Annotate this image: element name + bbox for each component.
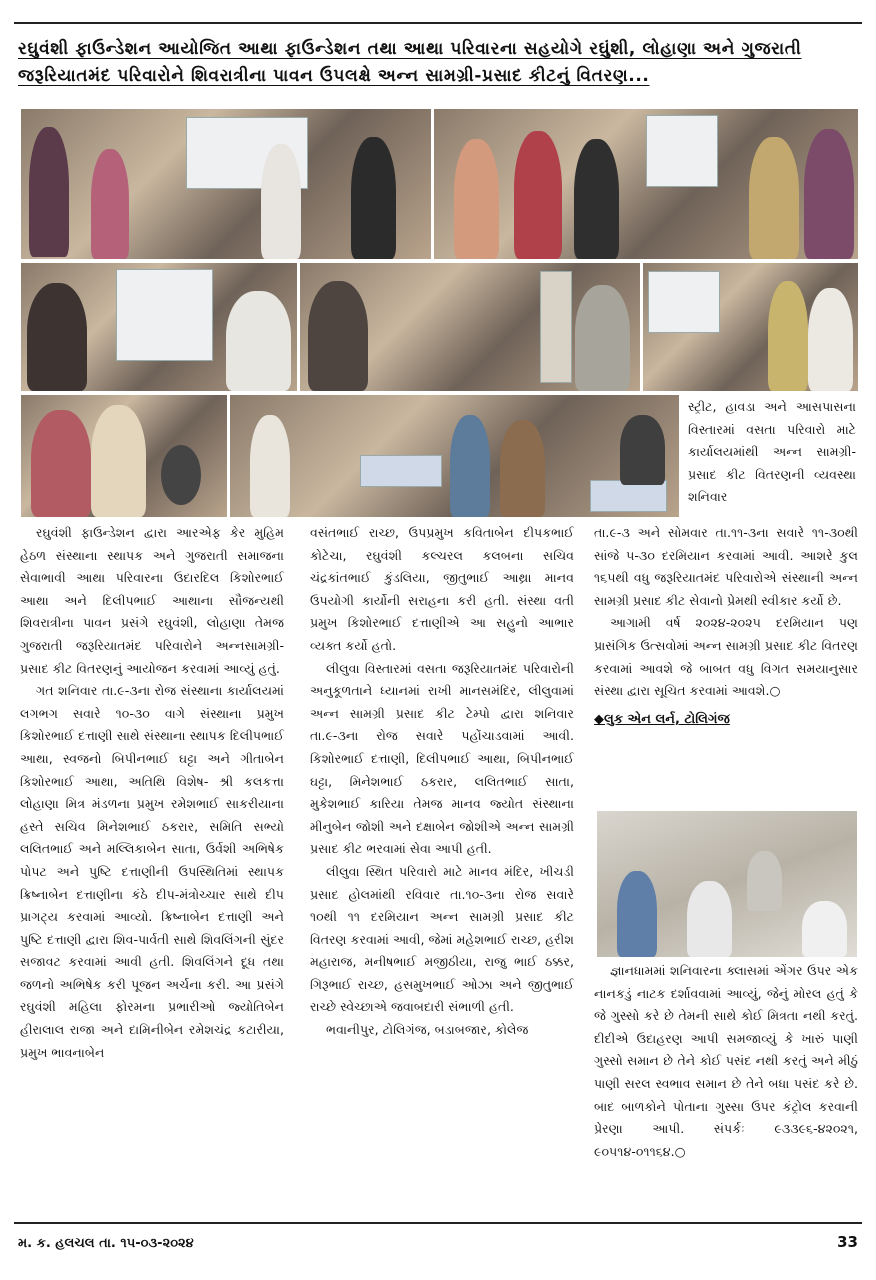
- subheading-look-and-learn: ◆લુક એન લર્ન, ટોલિગંજ: [594, 711, 730, 727]
- photo-group-women: [20, 108, 432, 260]
- col1-para-1: રઘુવંશી ફાઉન્ડેશન દ્વારા આરએફ કેર મુહિમ હેઠળ સંસ્થાના સ્થાપક અને ગુજરાતી સમાજના સેવાભાવી આથા પરિવારના ઉદારદિલ કિશોરભાઈ આથા અને દિલીપભાઈ આથાના સૌજન્યથી શિવરાત્રીના પાવન પ્રસંગે રઘુવંશી, લોહાણા તેમજ ગુજરાતી જરૂરિયાતમંદ પરિવારોને અન્નસામગ્રી-પ્રસાદ કીટ વિતરણનું આયોજન કરવામાં આવ્યું હતું.: [20, 525, 284, 676]
- col3-top-text: સ્ટ્રીટ, હાવડા અને આસપાસના વિસ્તારમાં વસતા પરિવારો માટે કાર્યાલયમાંથી અન્ન સામગ્રી-પ્રસાદ કીટ વિતરણની વ્યવસ્થા શનિવાર: [688, 399, 856, 505]
- column-2: [310, 522, 574, 1042]
- col3-para-2: આગામી વર્ષ ૨૦૨૪-૨૦૨૫ દરમિયાન પણ પ્રાસંગિક ઉત્સવોમાં અન્ન સામગ્રી પ્રસાદ કીટ વિતરણ કરવામાં આવશે જે બાબત વધુ વિગત સમયાનુસાર સંસ્થા દ્વારા સૂચિત કરવામાં આવશે.○: [594, 615, 858, 699]
- col2-para-2: લીલુવા વિસ્તારમાં વસતા જરૂરિયાતમંદ પરિવારોની અનુકૂળતાને ધ્યાનમાં રાખી માનસમંદિર, લીલુવામાં અન્ન સામગ્રી પ્રસાદ કીટ ટેમ્પો દ્વારા શનિવાર તા.૯-૩ના રોજ સવારે પહોંચાડવામાં આવી. કિશોરભાઈ દત્તાણી, દિલીપભાઈ આથા, બિપીનભાઈ ઘટ્ટા, મિનેશભાઈ ઠકરાર, લલિતભાઈ સાતા, મુકેશભાઈ કારિયા તેમજ માનવ જ્યોત સંસ્થાના મીનુબેન જોશી અને દક્ષાબેન જોશીએ અન્ન સામગ્રી પ્રસાદ કીટ ભરવામાં સેવા આપી હતી.: [310, 660, 574, 857]
- col3-para-3: જ્ઞાનધામમાં શનિવારના ક્લાસમાં એંગર ઉપર એક નાનકડું નાટક દર્શાવવામાં આવ્યું, જેનું મોરલ હતું કે જે ગુસ્સો કરે છે તેમની સાથે કોઈ મિત્રતા નથી કરતું. દીદીએ ઉદાહરણ આપી સમજાવ્યું કે ખારું પાણી ગુસ્સો સમાન છે તેને કોઈ પસંદ નથી કરતું અને મીઠું પાણી સરલ સ્વભાવ સમાન છે તેને બધા પસંદ કરે છે. બાદ બાળકોને પોતાના ગુસ્સા ઉપર કંટ્રોલ કરવાની પ્રેરણા આપી. સંપર્કઃ ૯૩૩૯૬-૪૨૦૨૧, ૯૦૫૧૪-૦૧૧૬૪.○: [594, 963, 858, 1159]
- photo-kit-handover: [433, 108, 859, 260]
- column-1: [20, 522, 284, 1064]
- photo-men-shrine: [299, 262, 641, 392]
- publication-date: મ. ક. હલચલ તા. ૧૫-૦૩-૨૦૨૪: [18, 1236, 194, 1251]
- headline-line-2: જરૂરિયાતમંદ પરિવારોને શિવરાત્રીના પાવન ઉપલક્ષે અન્ન સામગ્રી-પ્રસાદ કીટનું વિતરણ...: [18, 66, 650, 86]
- photo-group-kits: [229, 394, 680, 518]
- col3-para-1: તા.૯-૩ અને સોમવાર તા.૧૧-૩ના સવારે ૧૧-૩૦થી સાંજે ૫-૩૦ દરમિયાન કરવામાં આવી. આશરે કુલ ૧૬૫થી વધુ જરૂરિયાતમંદ પરિવારોએ સંસ્થાની અન્ન સામગ્રી પ્રસાદ કીટ સેવાનો પ્રેમથી સ્વીકાર કર્યો છે.: [594, 525, 858, 608]
- headline: [18, 36, 863, 90]
- photo-kit-packing: [642, 262, 859, 392]
- photo-shivling-pooja: [20, 394, 228, 518]
- photo-elders-banner: [20, 262, 298, 392]
- column-3-bottom: [594, 960, 858, 1163]
- col2-para-1: વસંતભાઈ રાચ્છ, ઉપપ્રમુખ કવિતાબેન દીપકભાઈ કોટેચા, રઘુવંશી કલ્ચરલ કલબના સચિવ ચંદ્રકાંતભાઈ કુંડલિયા, જીતુભાઈ આથ્રા માનવ ઉપયોગી કાર્યોની સરાહના કરી હતી. સંસ્થા વતી પ્રમુખ કિશોરભાઈ દત્તાણીએ આ સહુનો આભાર વ્યક્ત કર્યો હતો.: [310, 525, 574, 653]
- col2-para-4: ભવાનીપુર, ટોલિગંજ, બડાબજાર, કોલેજ: [326, 1022, 529, 1038]
- column-3: [594, 522, 858, 731]
- photo-children-class: [596, 810, 858, 958]
- column-3-top: [688, 396, 856, 509]
- col1-para-2: ગત શનિવાર તા.૯-૩ના રોજ સંસ્થાના કાર્યાલયમાં લગભગ સવારે ૧૦-૩૦ વાગે સંસ્થાના પ્રમુખ કિશોરભાઈ દત્તાણી સાથે સંસ્થાના સ્થાપક દિલીપભાઈ આથા, સ્વજનો બિપીનભાઈ ઘટ્ટા અને ગીતાબેન કિશોરભાઈ આથા, અતિથિ વિશેષ- શ્રી કલકત્તા લોહાણા મિત્ર મંડળના પ્રમુખ રમેશભાઈ સાકરીયાના હસ્તે સચિવ મિનેશભાઈ ઠકરાર, સમિતિ સભ્યો લલિતભાઈ અને મલ્લિકાબેન સાતા, ઉર્વશી અભિષેક પોપટ અને પુષ્ટિ દત્તાણીની ઉપસ્થિતિમાં સ્થાપક ક્રિષ્નાબેન દત્તાણીના કંઠે દીપ-મંત્રોચ્ચાર સાથે દીપ પ્રાગટ્ય કરવામાં આવ્યો. ક્રિષ્નાબેન દત્તાણી અને પુષ્ટિ દત્તાણી દ્વારા શિવ-પાર્વતી સાથે શિવલિંગની સુંદર સજાવટ કરવામાં આવી હતી. શિવલિંગને દૂધ તથા જળનો અભિષેક કરી પૂજન અર્ચના કરી. આ પ્રસંગે રઘુવંશી મહિલા ફોરમના પ્રભારીઓ જ્યોતિબેન હીરાલાલ રાજા અને દામિનીબેન રમેશચંદ્ર કટારીયા, પ્રમુખ ભાવનાબેન: [20, 683, 284, 1060]
- top-rule: [14, 22, 862, 24]
- page-number: 33: [837, 1233, 858, 1251]
- bottom-rule: [14, 1222, 862, 1224]
- col2-para-3: લીલુવા સ્થિત પરિવારો માટે માનવ મંદિર, ખીચડી પ્રસાદ હોલમાંથી રવિવાર તા.૧૦-૩ના રોજ સવારે ૧૦થી ૧૧ દરમિયાન અન્ન સામગ્રી પ્રસાદ કીટ વિતરણ કરવામાં આવી, જેમાં મહેશભાઈ રાચ્છ, હરીશ મહારાજ, મનીષભાઈ મજીઠીયા, રાજુ ભાઈ ઠક્કર, ગિરૂભાઈ રાચ્છ, હસમુખભાઈ ઓઝા અને જીતુભાઈ રાચ્છે સ્વેચ્છાએ જવાબદારી સંભાળી હતી.: [310, 863, 574, 1015]
- headline-line-1: રઘુવંશી ફાઉન્ડેશન આયોજિત આથા ફાઉન્ડેશન તથા આથા પરિવારના સહયોગે રઘુંશી, લોહાણા અને ગુજરાતી: [18, 39, 802, 59]
